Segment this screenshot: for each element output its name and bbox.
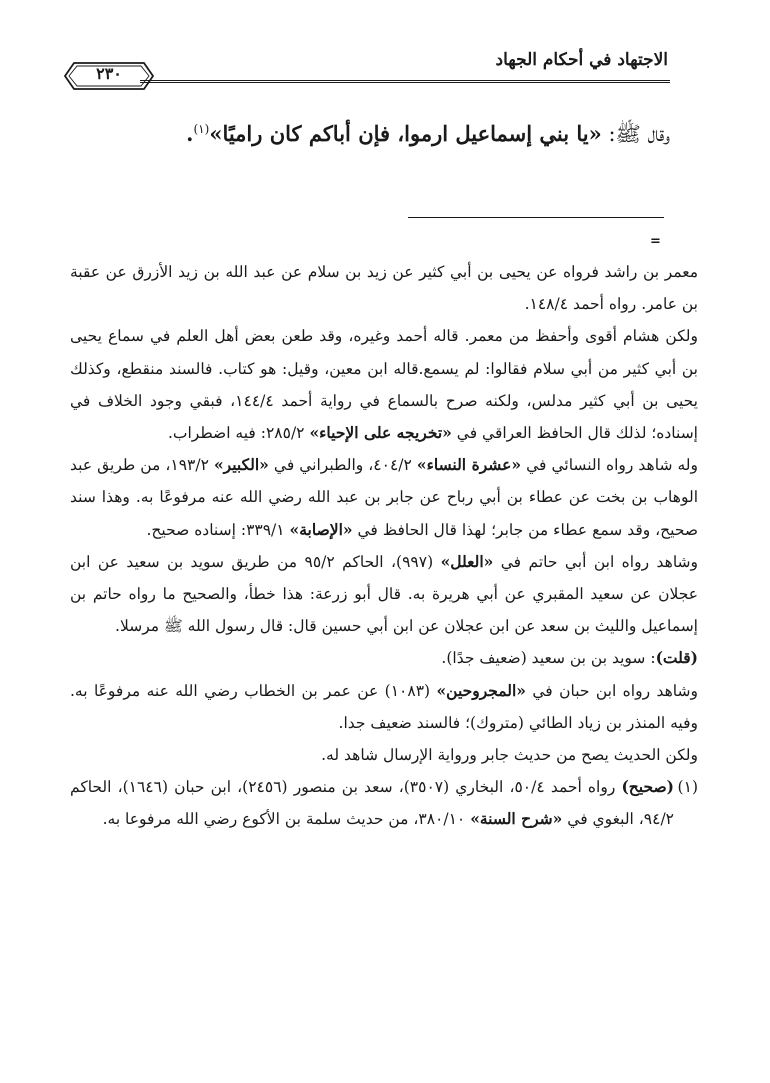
footnote-reference: (١) (193, 122, 210, 136)
running-header-title: الاجتهاد في أحكام الجهاد (495, 50, 668, 70)
footnote-text: ٤٠٤/٢، والطبراني في (268, 456, 417, 475)
footnote-continuation-paragraph (70, 739, 698, 771)
page-number-badge (64, 60, 154, 92)
footnote-text: (٩٩٧)، الحاكم ٩٥/٢ من طريق سويد بن سعيد عن ابن عجلان عن سعيد المقبري عن أبي هريرة به. قال أبو زرعة: هذا خطأ، والصحيح ما رواه حاتم بن إسماعيل والليث بن سعد عن ابن عجلان عن ابن أبي حسين قال: قال رسول الله ﷺ مرسلا. (70, 552, 698, 636)
footnote-text: ٢٨٥/٢: فيه اضطراب. (167, 424, 310, 443)
footnote-continuation-marker: = (650, 234, 661, 249)
main-hadith-text (100, 112, 670, 151)
footnote-text: ٣٨٠/١٠، من حديث سلمة بن الأكوع رضي الله مرفوعا به. (102, 810, 471, 829)
footnote-continuation-paragraph (70, 449, 698, 546)
footnote-text: وله شاهد رواه النسائي في (521, 456, 698, 475)
footnote-text: رواه أحمد ٥٠/٤، البخاري (٣٥٠٧)، سعد بن منصور (٢٤٥٦)، ابن حبان (١٦٤٦)، الحاكم ٩٤/٢، البغوي في (70, 778, 674, 829)
footnote-emphasis: «شرح السنة» (470, 809, 563, 829)
footnote-text: وشاهد رواه ابن أبي حاتم في (493, 552, 699, 571)
header-rule (140, 80, 670, 83)
footnote-continuation-paragraph (70, 320, 698, 449)
footnote-continuation-paragraph (70, 256, 698, 320)
footnote-emphasis: (قلت) (655, 648, 698, 668)
footnote-emphasis: «عشرة النساء» (416, 455, 522, 475)
footnote-emphasis: «الإصابة» (289, 519, 353, 539)
footnote-number: (١) (677, 778, 698, 797)
quote-prefix: وقال ﷺ: (601, 122, 670, 146)
footnote-text: معمر بن راشد فرواه عن يحيى بن أبي كثير عن زيد بن سلام عن عبد الله بن زيد الأزرق عن عقبة بن عامر. رواه أحمد ١٤٨/٤. (70, 263, 698, 314)
footnote-text: ولكن الحديث يصح من حديث جابر ورواية الإرسال شاهد له. (321, 746, 698, 765)
footnote-text: ١٩٣/٢، من طريق عبد الوهاب بن بخت عن عطاء بن أبي رباح عن جابر بن عبد الله رضي الله عنه مرفوعًا به. وهذا سند صحيح، وقد سمع عطاء من جابر؛ لهذا قال الحافظ في (70, 456, 698, 539)
page-number: ٢٣٠ (96, 64, 122, 83)
footnote-emphasis: «المجروحين» (436, 680, 526, 700)
footnote-emphasis: «تخريجه على الإحياء» (309, 423, 452, 443)
footnotes-section (70, 256, 698, 836)
quote-end: . (186, 121, 194, 146)
footnote-continuation-paragraph (70, 675, 698, 739)
footnote-text: ٣٣٩/١: إسناده صحيح. (146, 520, 290, 539)
quote-text: «يا بني إسماعيل ارموا، فإن أباكم كان راميًا» (209, 121, 602, 146)
footnote-continuation-paragraph (70, 642, 698, 674)
footnote-text: : سويد بن بن سعيد (ضعيف جدًا). (441, 649, 656, 668)
footnote-text: وشاهد رواه ابن حبان في (525, 681, 698, 700)
footnote-separator (408, 217, 664, 218)
footnote-emphasis: (صحيح) (621, 777, 674, 797)
footnote-emphasis: «العلل» (440, 551, 494, 571)
footnote-emphasis: «الكبير» (213, 455, 269, 475)
footnote-text: (١٠٨٣) عن عمر بن الخطاب رضي الله عنه مرفوعًا به. وفيه المنذر بن زياد الطائي (متروك)؛ فالسند ضعيف جدا. (70, 681, 698, 732)
footnote-text: ولكن هشام أقوى وأحفظ من معمر. قاله أحمد وغيره، وقد طعن بعض أهل العلم في سماع يحيى بن أبي كثير من أبي سلام فقالوا: لم يسمع.قاله ابن معين، وقيل: هو كتاب. فالسند منقطع، وكذلك يحيى بن أبي كثير مدلس، ولكنه صرح بالسماع في رواية أحمد ١٤٤/٤، فبقي وجود الخلاف في إسناده؛ لذلك قال الحافظ العراقي في (70, 327, 698, 443)
footnote-continuation-paragraph (70, 546, 698, 643)
footnote-paragraph (70, 771, 698, 835)
